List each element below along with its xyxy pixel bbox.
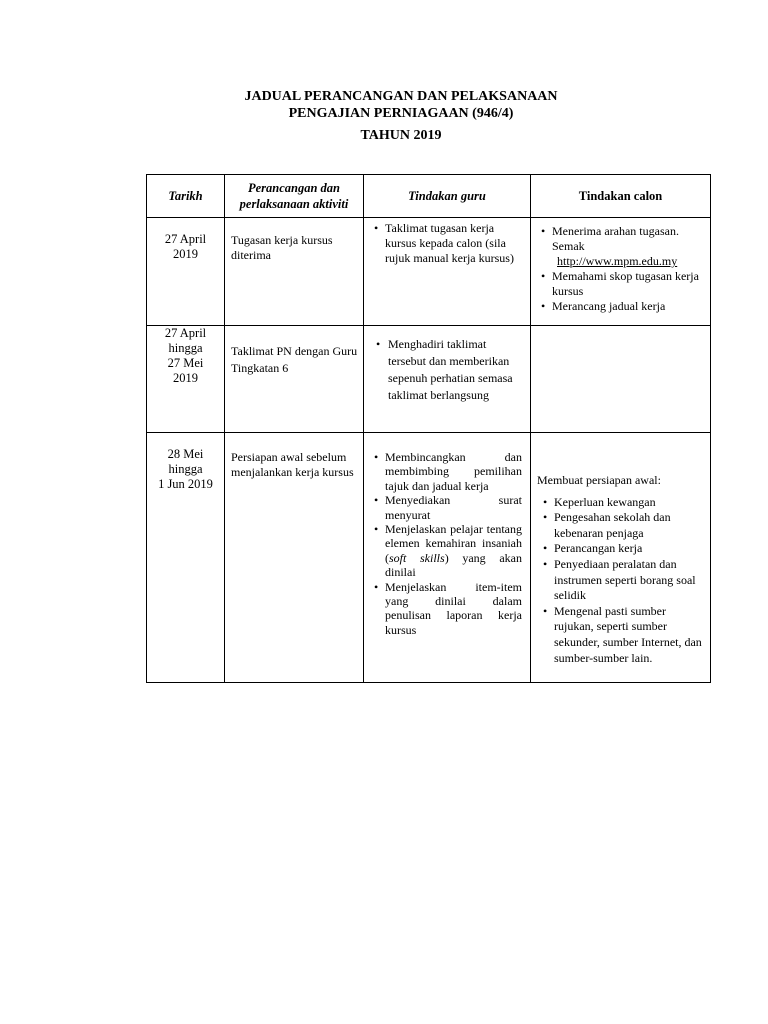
column-header-perancangan: Perancangan dan perlaksanaan aktiviti — [225, 175, 364, 218]
guru-action-cell — [364, 433, 531, 683]
date-line: 2019 — [173, 247, 198, 261]
calon-action-item: • Perancangan kerja — [537, 541, 704, 557]
date-line: hingga — [168, 341, 203, 355]
activity-cell: Persiapan awal sebelum menjalankan kerja kursus — [225, 433, 364, 683]
calon-action-item: • Merancang jadual kerja — [535, 299, 704, 314]
guru-action-item: • Menjelaskan item-item yang dinilai dalam penulisan laporan kerja kursus — [368, 580, 522, 638]
guru-action-item: • Menghadiri taklimat tersebut dan memberikan sepenuh perhatian semasa taklimat berlangsung — [370, 336, 524, 404]
column-header-tindakan-guru: Tindakan guru — [364, 175, 531, 218]
document-title-line1: JADUAL PERANCANGAN DAN PELAKSANAAN — [244, 89, 558, 104]
calon-action-item: • Keperluan kewangan — [537, 495, 704, 511]
table-row — [147, 218, 711, 326]
calon-action-item: • Penyediaan peralatan dan instrumen seperti borang soal selidik — [537, 557, 704, 604]
document-year: TAHUN 2019 — [360, 128, 442, 143]
calon-action-text: Menerima arahan tugasan. Semak — [552, 224, 679, 253]
guru-action-text: Menjelaskan pelajar tentang elemen kemahiran insaniah ( — [385, 522, 522, 565]
date-line: 2019 — [173, 371, 198, 385]
column-header-tarikh: Tarikh — [147, 175, 225, 218]
schedule-table — [146, 174, 711, 683]
table-row — [147, 433, 711, 683]
activity-cell: Tugasan kerja kursus diterima — [225, 218, 364, 326]
column-header-tindakan-calon: Tindakan calon — [531, 175, 711, 218]
date-line: 1 Jun 2019 — [158, 477, 213, 491]
guru-action-text: ) yang akan dinilai — [385, 550, 522, 580]
guru-action-cell — [364, 326, 531, 433]
calon-action-item: • Pengesahan sekolah dan kebenaran penjaga — [537, 510, 704, 541]
guru-action-item: • Membincangkan dan membimbing pemilihan tajuk dan jadual kerja — [368, 450, 522, 493]
date-cell — [147, 218, 225, 326]
table-header-row — [147, 175, 711, 218]
document-title-line2: PENGAJIAN PERNIAGAAN (946/4) — [288, 106, 514, 121]
calon-action-cell-empty — [531, 326, 711, 433]
guru-action-cell — [364, 218, 531, 326]
table-row — [147, 326, 711, 433]
calon-action-cell — [531, 433, 711, 683]
activity-cell: Taklimat PN dengan Guru Tingkatan 6 — [225, 326, 364, 433]
date-cell — [147, 433, 225, 683]
calon-action-cell — [531, 218, 711, 326]
guru-action-item: • Menyediakan surat menyurat — [368, 493, 522, 522]
date-line: 27 Mei — [167, 356, 204, 370]
calon-action-intro: Membuat persiapan awal: — [537, 473, 661, 487]
guru-action-item: • Taklimat tugasan kerja kursus kepada calon (sila rujuk manual kerja kursus) — [368, 221, 524, 266]
date-cell — [147, 326, 225, 433]
date-line: hingga — [168, 462, 203, 476]
mpm-website-link[interactable]: http://www.mpm.edu.my — [557, 254, 678, 268]
calon-action-item: • Memahami skop tugasan kerja kursus — [535, 269, 704, 299]
calon-action-item: • Mengenal pasti sumber rujukan, seperti sumber sekunder, sumber Internet, dan sumber-sumber lain. — [537, 604, 704, 666]
guru-action-item — [368, 522, 522, 580]
date-line: 28 Mei — [167, 447, 204, 461]
date-line: 27 April — [164, 232, 207, 246]
soft-skills-term: soft skills — [389, 550, 445, 565]
calon-action-item — [535, 224, 704, 269]
date-line: 27 April — [164, 326, 207, 340]
